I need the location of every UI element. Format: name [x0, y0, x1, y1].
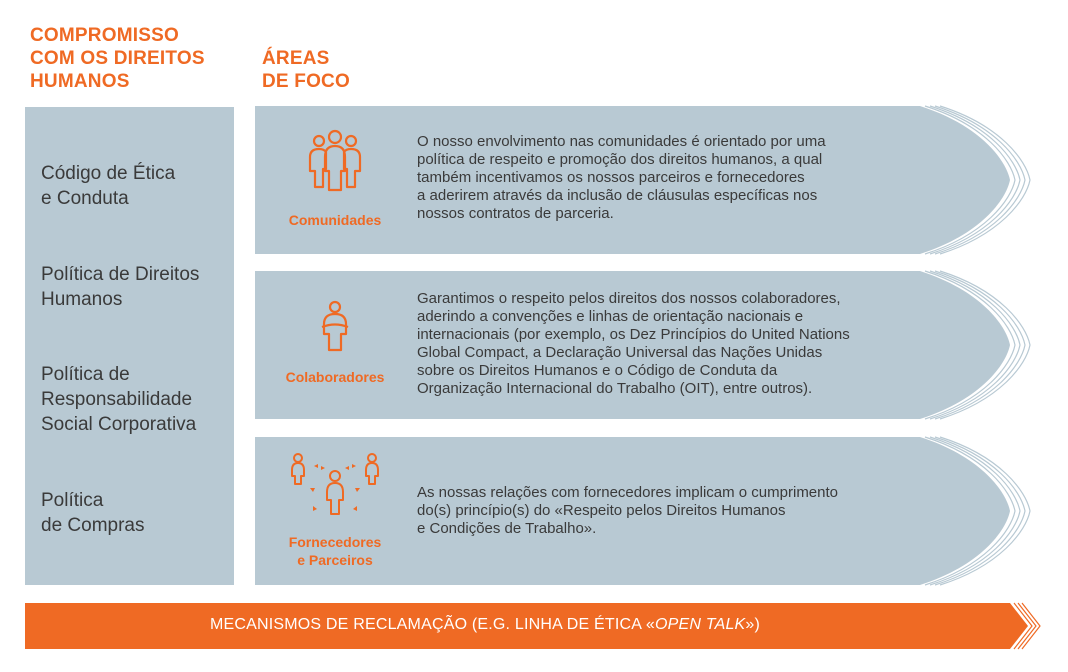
policy-line: Social Corporativa — [41, 414, 197, 435]
text-colaboradores — [417, 290, 850, 398]
text-line: também incentivamos os nossos parceiros e fornecedores — [417, 169, 805, 186]
people-group-icon — [302, 127, 368, 193]
text-line: Garantimos o respeito pelos direitos dos nossos colaboradores, — [417, 290, 841, 307]
policy-line: Política — [41, 490, 104, 511]
text-line: As nossas relações com fornecedores implicam o cumprimento — [417, 484, 839, 501]
policy-line: de Compras — [41, 515, 145, 536]
text-line: do(s) princípio(s) do «Respeito pelos Direitos Humanos — [417, 502, 786, 519]
label-fornecedores-parceiros — [273, 533, 397, 569]
label-line: e Parceiros — [297, 552, 373, 568]
text-line: aderindo a convenções e linhas de orientação nacionais e — [417, 308, 804, 325]
person-icon — [318, 300, 352, 352]
network-people-icon — [288, 452, 382, 522]
footer-italic: OPEN TALK — [655, 616, 746, 633]
text-line: internacionais (por exemplo, os Dez Princípios do United Nations — [417, 326, 850, 343]
text-comunidades — [417, 133, 826, 223]
label-line: Fornecedores — [288, 534, 382, 550]
header-line: HUMANOS — [30, 71, 130, 92]
text-fornecedores — [417, 484, 838, 538]
policy-line: Política de Direitos — [41, 264, 200, 285]
footer-prefix: MECANISMOS DE RECLAMAÇÃO (E.G. LINHA DE ÉTICA « — [209, 616, 655, 633]
policy-line: Política de — [41, 364, 130, 385]
policy-line: Responsabilidade — [41, 389, 193, 410]
policy-line: Humanos — [41, 289, 123, 310]
text-line: a aderirem através da inclusão de cláusulas específicas nos — [417, 187, 818, 204]
label-line: Comunidades — [288, 212, 382, 228]
text-line: O nosso envolvimento nas comunidades é orientado por uma — [417, 133, 826, 150]
label-colaboradores — [273, 368, 397, 386]
footer-suffix: ») — [745, 616, 761, 633]
header-line: COM OS DIREITOS — [30, 48, 205, 69]
text-line: sobre os Direitos Humanos e o Código de Conduta da — [417, 362, 778, 379]
footer-mecanismos-reclamacao — [0, 614, 970, 636]
header-line: DE FOCO — [262, 71, 350, 92]
text-line: Global Compact, a Declaração Universal das Nações Unidas — [417, 344, 823, 361]
label-comunidades — [275, 211, 395, 229]
policy-line: Código de Ética — [41, 163, 176, 184]
header-line: COMPROMISSO — [30, 25, 179, 46]
label-line: Colaboradores — [285, 369, 385, 385]
text-line: Organização Internacional do Trabalho (OIT), entre outros). — [417, 380, 813, 397]
text-line: política de respeito e promoção dos direitos humanos, a qual — [417, 151, 823, 168]
policy-line: e Conduta — [41, 188, 129, 209]
text-line: e Condições de Trabalho». — [417, 520, 597, 537]
text-line: nossos contratos de parceria. — [417, 205, 614, 222]
header-line: ÁREAS — [262, 48, 330, 69]
